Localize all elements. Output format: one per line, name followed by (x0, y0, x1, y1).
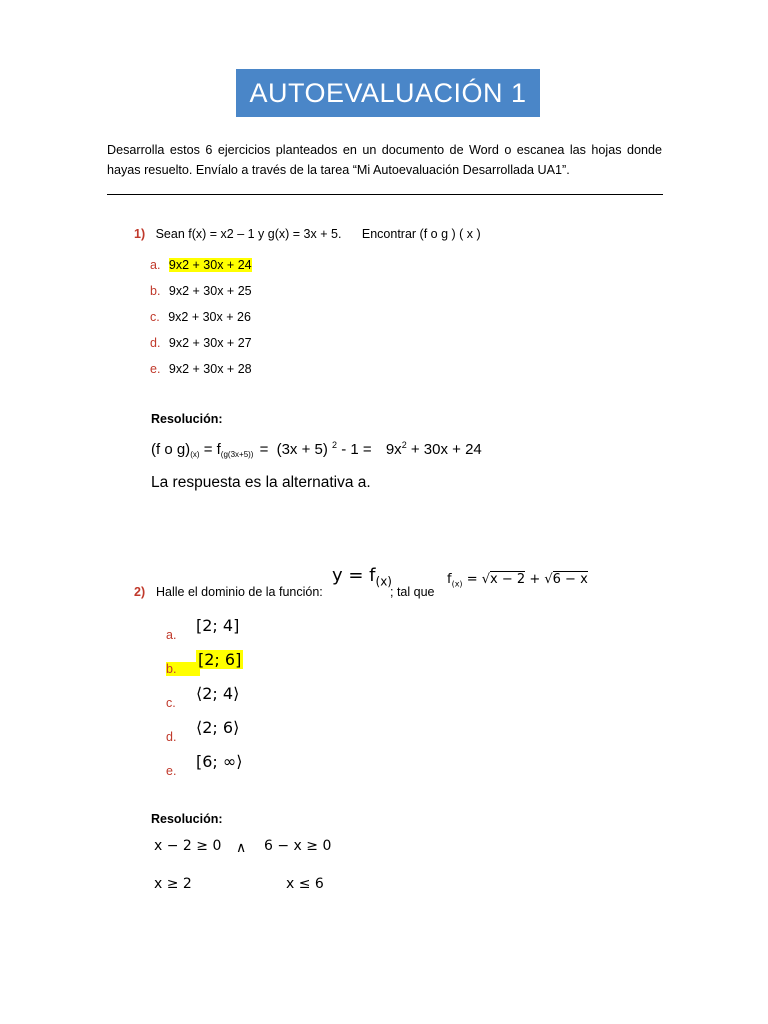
page-title: AUTOEVALUACIÓN 1 (236, 69, 540, 117)
sqrt-sign-1: √ (481, 572, 491, 587)
minus-one: - 1 = (341, 441, 372, 458)
plus: + (529, 572, 541, 587)
q1-options (150, 256, 450, 386)
resolution-label: Resolución: (151, 812, 223, 826)
option-value: [6; ∞⟩ (196, 752, 243, 771)
solution-2: x ≤ 6 (286, 876, 324, 892)
option-c (166, 684, 366, 718)
option-e (150, 360, 450, 386)
option-letter: a. (166, 628, 177, 642)
subscript: (x) (451, 579, 463, 589)
subscript: (x) (375, 574, 392, 589)
question-1 (134, 225, 654, 243)
f-label: f (447, 572, 452, 587)
equals: = (466, 572, 478, 587)
result-term: 9x (385, 441, 402, 458)
exponent: 2 (332, 440, 338, 450)
radicand-1: x − 2 (490, 572, 526, 587)
expression: (3x + 5) (276, 441, 328, 458)
option-letter: c. (166, 696, 176, 710)
intro-paragraph: Desarrolla estos 6 ejercicios planteados en un documento de Word o escanea las hojas donde hayas resuelto. Envíalo a través de la tarea “Mi Autoevaluación Desarrollada UA1”. (107, 143, 662, 177)
solution-1: x ≥ 2 (154, 876, 192, 892)
option-letter: d. (166, 730, 177, 744)
option-a (150, 256, 450, 282)
option-letter: a. (150, 258, 161, 272)
option-letter: c. (150, 310, 160, 324)
option-value: ⟨2; 4⟩ (196, 684, 240, 703)
radicand-2: 6 − x (552, 572, 588, 587)
y-equals-f: y = f (332, 565, 376, 586)
option-value: 9x2 + 30x + 25 (168, 284, 252, 298)
function-definition (447, 572, 588, 589)
inequality-2: 6 − x ≥ 0 (264, 838, 332, 854)
option-value: 9x2 + 30x + 27 (168, 336, 252, 350)
option-a (166, 616, 366, 650)
composition: (f o g) (151, 441, 191, 458)
q1-answer: La respuesta es la alternativa a. (151, 474, 371, 491)
question-number: 2) (134, 585, 146, 599)
sqrt-sign-2: √ (544, 572, 553, 587)
option-c (150, 308, 450, 334)
option-b (166, 650, 366, 684)
option-value: 9x2 + 30x + 28 (168, 362, 252, 376)
q2-options (166, 616, 366, 786)
option-d (150, 334, 450, 360)
resolution-label: Resolución: (151, 412, 223, 426)
subscript: (g(3x+5)) (220, 450, 254, 459)
question-2 (134, 565, 654, 605)
tal-que: ; tal que (390, 585, 435, 599)
option-e (166, 752, 366, 786)
option-b (150, 282, 450, 308)
option-value: [2; 4] (196, 616, 240, 635)
option-letter: e. (150, 362, 161, 376)
option-letter: b. (150, 284, 161, 298)
option-d (166, 718, 366, 752)
equals: = (259, 441, 269, 458)
question-statement: Halle el dominio de la función: (156, 585, 323, 599)
inequality-1: x − 2 ≥ 0 (154, 838, 222, 854)
option-letter: d. (150, 336, 161, 350)
result-rest: + 30x + 24 (410, 441, 482, 458)
option-value: 9x2 + 30x + 26 (168, 310, 251, 324)
option-letter: b. (166, 662, 200, 676)
option-value: [2; 6] (198, 650, 242, 669)
question-number: 1) (134, 227, 146, 241)
option-value: ⟨2; 6⟩ (196, 718, 240, 737)
option-value: 9x2 + 30x + 24 (168, 258, 252, 272)
equals-f: = f (203, 441, 221, 458)
subscript: (x) (190, 450, 200, 459)
question-statement: Sean f(x) = x2 – 1 y g(x) = 3x + 5. (155, 227, 342, 241)
option-letter: e. (166, 764, 177, 778)
exponent: 2 (401, 440, 407, 450)
and-symbol: ∧ (236, 840, 247, 856)
divider (107, 194, 663, 195)
function-y (332, 565, 392, 589)
question-task: Encontrar (f o g ) ( x ) (361, 227, 481, 241)
q1-resolution-equation (151, 440, 482, 459)
